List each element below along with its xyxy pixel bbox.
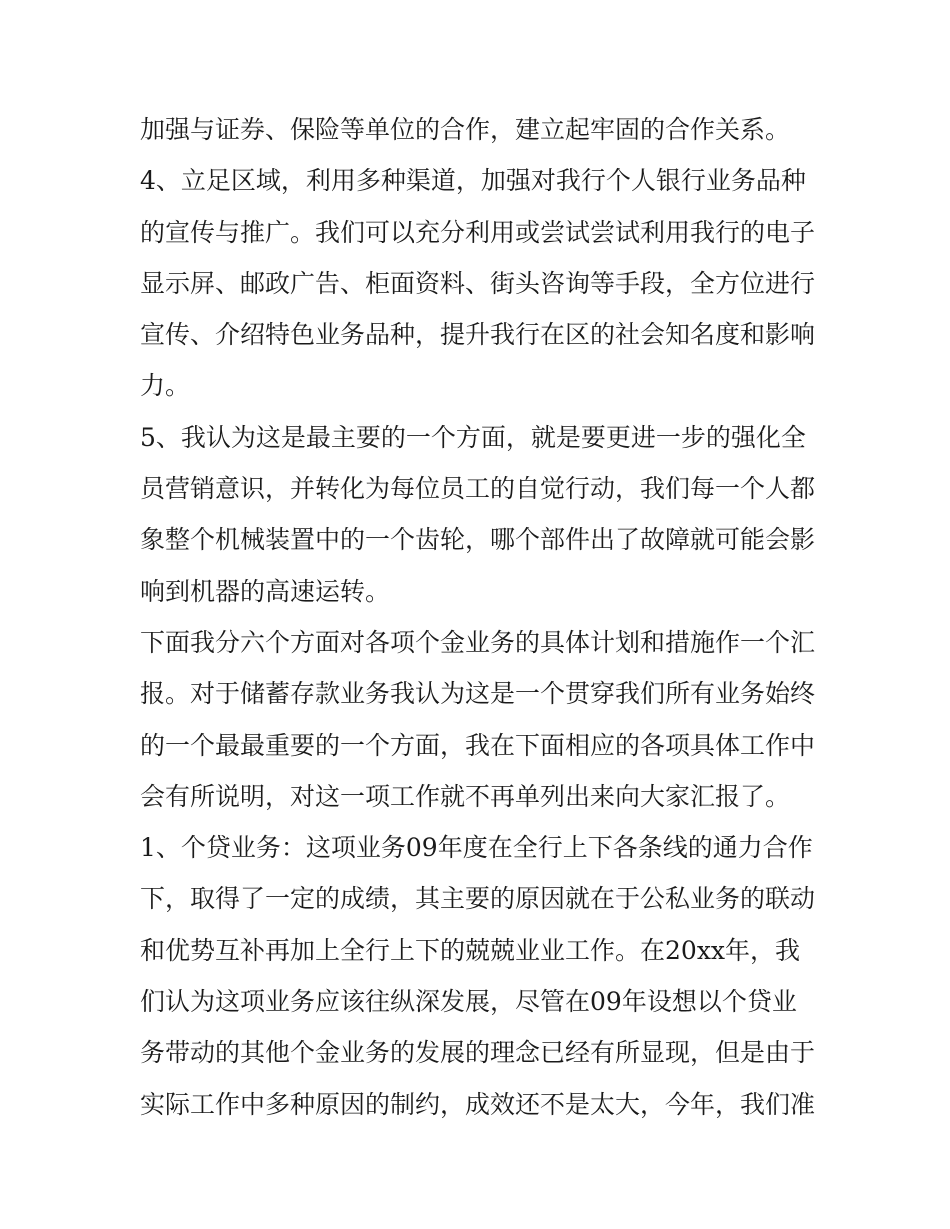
text-line: 1、个贷业务：这项业务09年度在全行上下各条线的通力合作 [140,833,813,863]
text-line: 报。对于储蓄存款业务我认为这是一个贯穿我们所有业务始终 [140,679,816,709]
text-line: 员营销意识，并转化为每位员工的自觉行动，我们每一个人都 [140,474,816,504]
document-body [140,104,820,1130]
text-line: 的宣传与推广。我们可以充分利用或尝试尝试利用我行的电子 [140,217,816,247]
text-line: 响到机器的高速运转。 [140,576,391,606]
text-line: 会有所说明，对这一项工作就不再单列出来向大家汇报了。 [140,781,791,811]
text-line: 加强与证券、保险等单位的合作，建立起牢固的合作关系。 [140,115,791,144]
text-line: 们认为这项业务应该往纵深发展，尽管在09年设想以个贷业 [140,987,797,1017]
text-line: 5、我认为这是最主要的一个方面，就是要更进一步的强化全 [140,422,806,452]
text-line: 4、立足区域，利用多种渠道，加强对我行个人银行业务品种 [140,166,806,196]
text-line: 下，取得了一定的成绩，其主要的原因就在于公私业务的联动 [140,884,816,914]
text-line: 务带动的其他个金业务的发展的理念已经有所显现，但是由于 [140,1038,816,1068]
text-line: 下面我分六个方面对各项个金业务的具体计划和措施作一个汇 [140,627,816,657]
text-line: 力。 [140,371,191,401]
text-line: 和优势互补再加上全行上下的兢兢业业工作。在20xx年，我 [140,935,801,965]
text-line: 实际工作中多种原因的制约，成效还不是太大，今年，我们准 [140,1089,816,1119]
text-line: 显示屏、邮政广告、柜面资料、街头咨询等手段，全方位进行 [140,268,816,298]
text-line: 的一个最最重要的一个方面，我在下面相应的各项具体工作中 [140,730,816,760]
text-line: 宣传、介绍特色业务品种，提升我行在区的社会知名度和影响 [140,320,816,350]
text-line: 象整个机械装置中的一个齿轮，哪个部件出了故障就可能会影 [140,525,816,555]
